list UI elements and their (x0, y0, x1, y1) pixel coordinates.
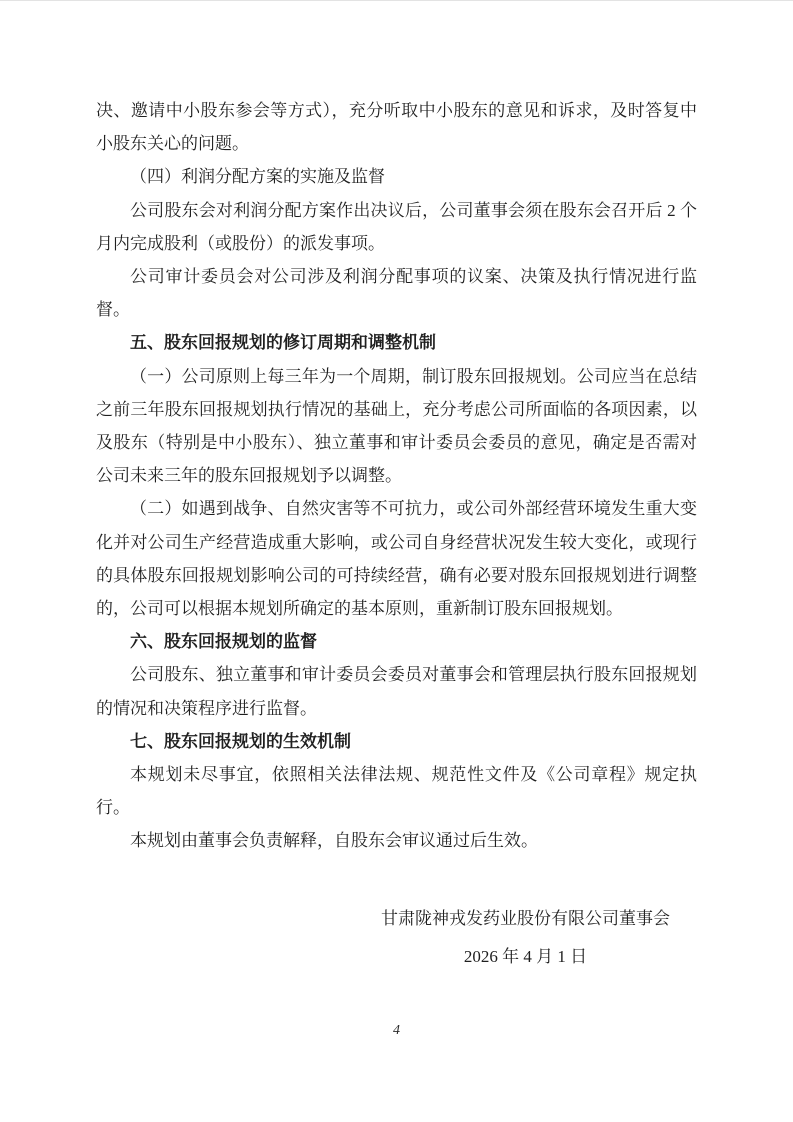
document-body (96, 94, 697, 858)
paragraph: 本规划未尽事宜，依照相关法律法规、规范性文件及《公司章程》规定执行。 (96, 765, 697, 818)
paragraph: （四）利润分配方案的实施及监督 (130, 167, 385, 187)
signature-date: 2026 年 4 月 1 日 (463, 946, 588, 966)
paragraph: 决、邀请中小股东参会等方式），充分听取中小股东的意见和诉求，及时答复中小股东关心的问题。 (96, 101, 697, 154)
section-heading: 五、股东回报规划的修订周期和调整机制 (130, 333, 436, 353)
signature-company: 甘肃陇神戎发药业股份有限公司董事会 (381, 908, 670, 928)
signature-block (96, 900, 697, 976)
paragraph: （二）如遇到战争、自然灾害等不可抗力，或公司外部经营环境发生重大变化并对公司生产经营造成重大影响，或公司自身经营状况发生较大变化，或现行的具体股东回报规划影响公司的可持续经营，确有必要对股东回报规划进行调整的，公司可以根据本规划所确定的基本原则，重新制订股东回报规划。 (96, 499, 697, 619)
paragraph: 公司股东会对利润分配方案作出决议后，公司董事会须在股东会召开后 2 个月内完成股利（或股份）的派发事项。 (96, 200, 697, 253)
paragraph: 本规划由董事会负责解释，自股东会审议通过后生效。 (130, 831, 538, 851)
paragraph: （一）公司原则上每三年为一个周期，制订股东回报规划。公司应当在总结之前三年股东回报规划执行情况的基础上，充分考虑公司所面临的各项因素，以及股东（特别是中小股东）、独立董事和审计委员会委员的意见，确定是否需对公司未来三年的股东回报规划予以调整。 (96, 366, 697, 486)
document-content (96, 94, 697, 976)
section-heading: 六、股东回报规划的监督 (130, 632, 317, 652)
signature-inner (381, 900, 670, 976)
section-heading: 七、股东回报规划的生效机制 (130, 731, 351, 751)
page-number: 4 (393, 1023, 400, 1038)
paragraph: 公司审计委员会对公司涉及利润分配事项的议案、决策及执行情况进行监督。 (96, 267, 697, 320)
page-footer (0, 1021, 793, 1039)
paragraph: 公司股东、独立董事和审计委员会委员对董事会和管理层执行股东回报规划的情况和决策程序进行监督。 (96, 665, 697, 718)
